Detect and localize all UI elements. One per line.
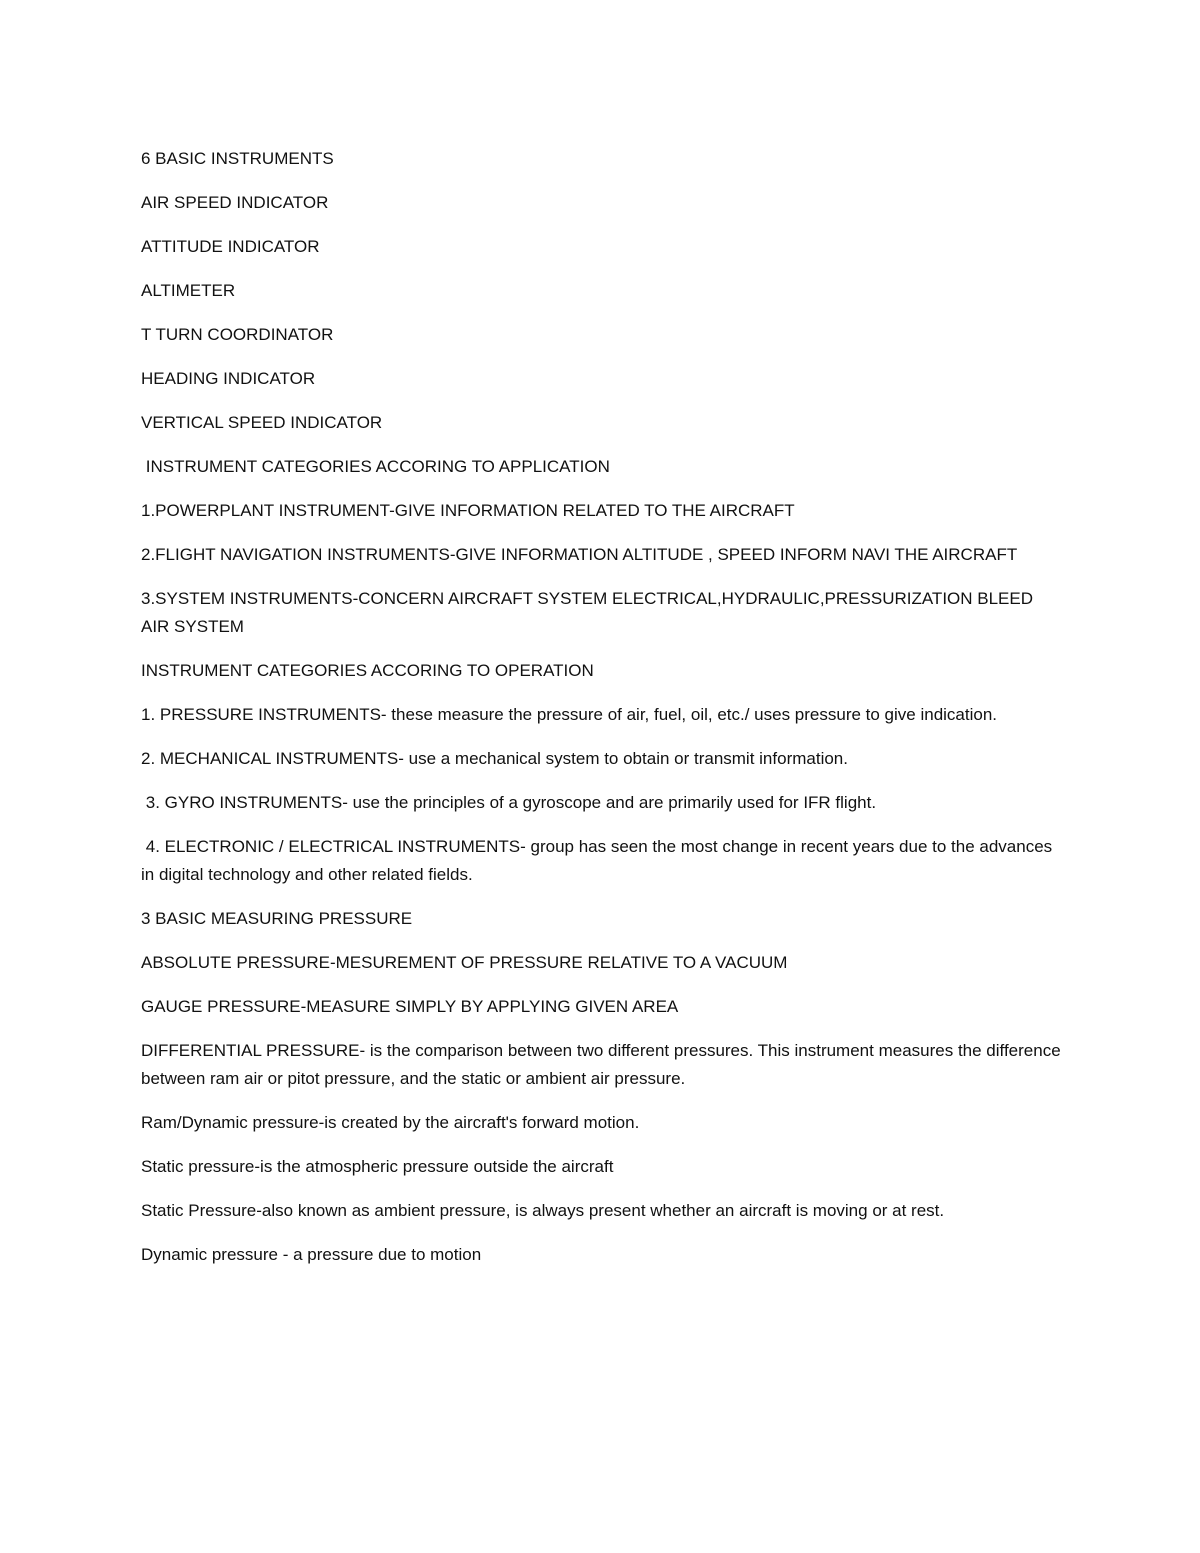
definition: Ram/Dynamic pressure-is created by the aircraft's forward motion. (141, 1113, 640, 1132)
definition: Dynamic pressure - a pressure due to motion (141, 1245, 482, 1264)
document-body (141, 145, 1066, 1285)
list-item: AIR SPEED INDICATOR (141, 193, 329, 212)
list-item: DIFFERENTIAL PRESSURE- is the comparison between two different pressures. This instrument measures the difference between ram air or pitot pressure, and the static or ambient air pressure. (141, 1041, 1066, 1088)
heading-application-categories: INSTRUMENT CATEGORIES ACCORING TO APPLICATION (141, 457, 610, 476)
definition: Static Pressure-also known as ambient pressure, is always present whether an aircraft is moving or at rest. (141, 1201, 945, 1220)
list-item: 2. MECHANICAL INSTRUMENTS- use a mechanical system to obtain or transmit information. (141, 749, 848, 768)
heading-operation-categories: INSTRUMENT CATEGORIES ACCORING TO OPERATION (141, 661, 594, 680)
list-item: ALTIMETER (141, 281, 236, 300)
list-item: 3. GYRO INSTRUMENTS- use the principles of a gyroscope and are primarily used for IFR flight. (141, 793, 877, 812)
definition: Static pressure-is the atmospheric pressure outside the aircraft (141, 1157, 614, 1176)
heading-measuring-pressure: 3 BASIC MEASURING PRESSURE (141, 909, 413, 928)
list-item: 1.POWERPLANT INSTRUMENT-GIVE INFORMATION RELATED TO THE AIRCRAFT (141, 501, 795, 520)
list-item: ABSOLUTE PRESSURE-MESUREMENT OF PRESSURE RELATIVE TO A VACUUM (141, 953, 788, 972)
heading-basic-instruments: 6 BASIC INSTRUMENTS (141, 149, 334, 168)
list-item: 2.FLIGHT NAVIGATION INSTRUMENTS-GIVE INFORMATION ALTITUDE , SPEED INFORM NAVI THE AIRCRAFT (141, 545, 1018, 564)
list-item: 4. ELECTRONIC / ELECTRICAL INSTRUMENTS- group has seen the most change in recent years due to the advances in digital technology and other related fields. (141, 837, 1057, 884)
list-item: ATTITUDE INDICATOR (141, 237, 320, 256)
list-item: 1. PRESSURE INSTRUMENTS- these measure the pressure of air, fuel, oil, etc./ uses pressure to give indication. (141, 705, 998, 724)
list-item: T TURN COORDINATOR (141, 325, 334, 344)
list-item: 3.SYSTEM INSTRUMENTS-CONCERN AIRCRAFT SYSTEM ELECTRICAL,HYDRAULIC,PRESSURIZATION BLEED AIR SYSTEM (141, 589, 1037, 636)
list-item: VERTICAL SPEED INDICATOR (141, 413, 383, 432)
list-item: GAUGE PRESSURE-MEASURE SIMPLY BY APPLYING GIVEN AREA (141, 997, 679, 1016)
list-item: HEADING INDICATOR (141, 369, 316, 388)
